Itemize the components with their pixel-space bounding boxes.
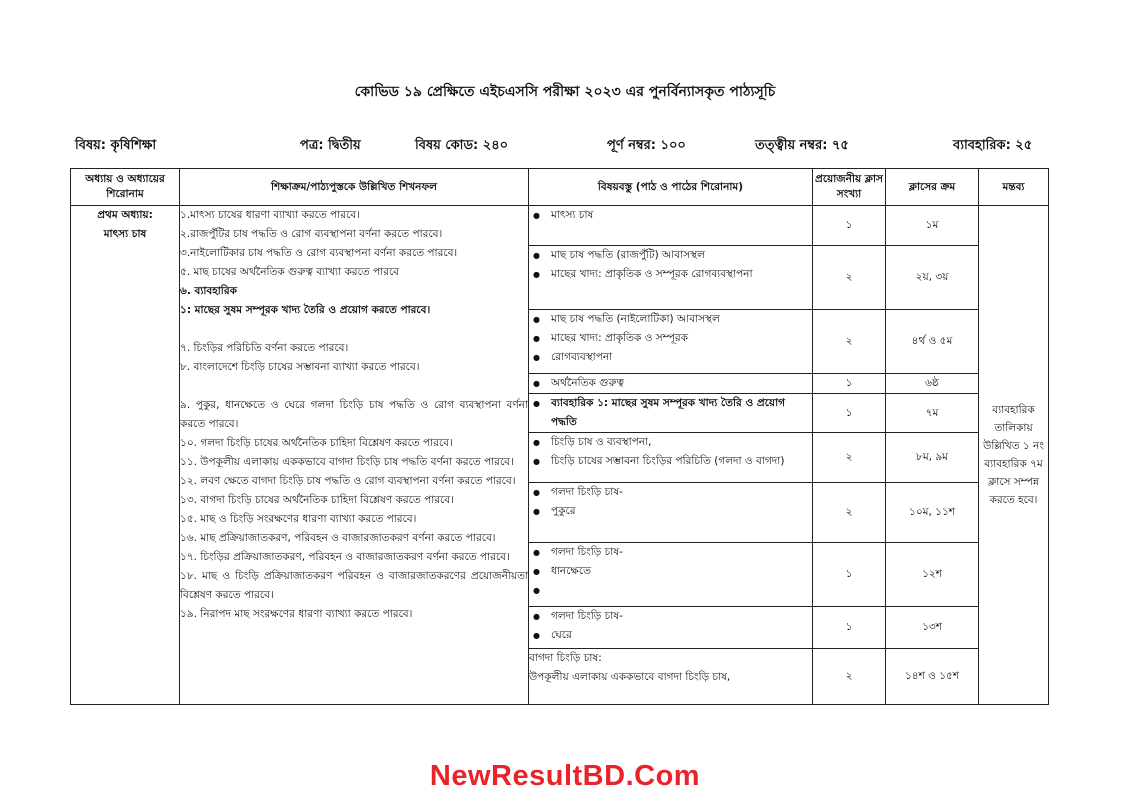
class-order-cell: ২য়, ৩য়: [886, 246, 979, 310]
learning-outcome: ১৫. মাছ ও চিংড়ি সংরক্ষণের ধারণা ব্যাখ্যা করতে পারবে।: [180, 513, 417, 525]
content-cell: [529, 543, 813, 607]
content-line: উপকূলীয় এলাকায় এককভাবে বাগদা চিংড়ি চাষ,: [529, 671, 731, 683]
content-item: ● রোগব্যবস্থাপনা: [529, 348, 812, 367]
learning-outcome: [180, 320, 528, 339]
practical-marks-label: ব্যাবহারিক: ২৫: [953, 138, 1033, 153]
header-order: ক্লাসের ক্রম: [886, 169, 979, 206]
content-item: ● চিংড়ি চাষ ও ব্যবস্থাপনা,: [529, 433, 812, 452]
learning-outcome: [180, 377, 528, 396]
chapter-title: মাৎস্য চাষ: [103, 228, 147, 240]
class-order-cell: ৪র্থ ও ৫ম: [886, 310, 979, 374]
header-outcomes: শিক্ষাক্রম/পাঠ্যপুস্তকে উল্লিখিত শিখনফল: [180, 169, 529, 206]
class-order-cell: ১৩শ: [886, 607, 979, 649]
subject-info-row: [75, 136, 1047, 154]
learning-outcome: ১৩. বাগদা চিংড়ি চাষের অর্থনৈতিক চাহিদা বিশ্লেষণ করতে পারবে।: [180, 494, 454, 506]
content-item: [529, 581, 812, 600]
learning-outcome: ৬. ব্যাবহারিক: [180, 285, 237, 297]
class-count-cell: ২: [813, 649, 886, 705]
learning-outcomes-cell: [180, 206, 529, 705]
content-cell: [529, 246, 813, 310]
header-classes: প্রয়োজনীয় ক্লাস সংখ্যা: [813, 169, 886, 206]
content-item: ● গলদা চিংড়ি চাষ-: [529, 543, 812, 562]
content-item: ● মাৎস্য চাষ: [529, 206, 812, 225]
content-cell: [529, 394, 813, 433]
learning-outcome: ১১. উপকূলীয় এলাকায় এককভাবে বাগদা চিংড়ি চাষ পদ্ধতি বর্ণনা করতে পারবে।: [180, 456, 514, 468]
learning-outcome: ৩.নাইলোটিকার চাষ পদ্ধতি ও রোগ ব্যবস্থাপনা বর্ণনা করতে পারবে।: [180, 247, 458, 259]
header-remarks: মন্তব্য: [979, 169, 1049, 206]
learning-outcome: ৯. পুকুর, ধানক্ষেতে ও ঘেরে গলদা চিংড়ি চাষ পদ্ধতি ও রোগ ব্যবস্থাপনা বর্ণনা করতে পারবে।: [180, 399, 528, 430]
class-count-cell: ১: [813, 394, 886, 433]
content-item: ● গলদা চিংড়ি চাষ-: [529, 607, 812, 626]
syllabus-table: [70, 168, 1049, 705]
content-item: ● গলদা চিংড়ি চাষ-: [529, 483, 812, 502]
content-cell: [529, 649, 813, 705]
subject-code-label: বিষয় কোড: ২৪০: [415, 138, 509, 153]
learning-outcome: ১৯. নিরাপদ মাছ সংরক্ষণের ধারণা ব্যাখ্যা করতে পারবে।: [180, 608, 413, 620]
content-line: বাগদা চিংড়ি চাষ:: [529, 652, 602, 664]
class-order-cell: ১২শ: [886, 543, 979, 607]
class-order-cell: ৬ষ্ঠ: [886, 374, 979, 394]
content-item: ● মাছের খাদ্য: প্রাকৃতিক ও সম্পূরক রোগব্যবস্থাপনা: [529, 265, 812, 284]
class-order-cell: ১ম: [886, 206, 979, 246]
class-count-cell: ১: [813, 374, 886, 394]
content-cell: [529, 310, 813, 374]
content-cell: [529, 206, 813, 246]
header-content: বিষয়বস্তু (পাঠ ও পাঠের শিরোনাম): [529, 169, 813, 206]
content-item: ● ব্যাবহারিক ১: মাছের সুষম সম্পূরক খাদ্য তৈরি ও প্রয়োগ পদ্ধতি: [529, 394, 812, 432]
header-chapter: অধ্যায় ও অধ্যায়ের শিরোনাম: [71, 169, 180, 206]
learning-outcome: ১২. লবণ ক্ষেতে বাগদা চিংড়ি চাষ পদ্ধতি ও রোগ ব্যবস্থাপনা বর্ণনা করতে পারবে।: [180, 475, 516, 487]
learning-outcome: ৮. বাংলাদেশে চিংড়ি চাষের সম্ভাবনা ব্যাখ্যা করতে পারবে।: [180, 361, 420, 373]
learning-outcome: ৫. মাছ চাষের অর্থনৈতিক গুরুত্ব ব্যাখ্যা করতে পারবে: [180, 266, 400, 278]
content-cell: [529, 433, 813, 483]
learning-outcome: ১৬. মাছ প্রক্রিয়াজাতকরণ, পরিবহন ও বাজারজাতকরণ বর্ণনা করতে পারবে।: [180, 532, 496, 544]
table-header-row: [71, 169, 1049, 206]
class-count-cell: ১: [813, 543, 886, 607]
content-item: ● মাছ চাষ পদ্ধতি (নাইলোটিকা) আবাসস্থল: [529, 310, 812, 329]
class-count-cell: ২: [813, 310, 886, 374]
paper-label: পত্র: দ্বিতীয়: [300, 138, 361, 153]
class-order-cell: ১৪শ ও ১৫শ: [886, 649, 979, 705]
class-order-cell: ১০ম, ১১শ: [886, 483, 979, 543]
page-title: কোভিড ১৯ প্রেক্ষিতে এইচএসসি পরীক্ষা ২০২৩ এর পুনর্বিন্যাসকৃত পাঠ্যসূচি: [354, 84, 776, 100]
content-item: ● মাছের খাদ্য: প্রাকৃতিক ও সম্পূরক: [529, 329, 812, 348]
content-item: ● ধানক্ষেতে: [529, 562, 812, 581]
learning-outcome: ১০. গলদা চিংড়ি চাষের অর্থনৈতিক চাহিদা বিশ্লেষণ করতে পারবে।: [180, 437, 453, 449]
learning-outcome: ১৮. মাছ ও চিংড়ি প্রক্রিয়াজাতকরণ পরিবহন ও বাজারজাতকরণের প্রয়োজনীয়তা বিশ্লেষণ করতে পারবে।: [180, 570, 528, 601]
class-count-cell: ১: [813, 607, 886, 649]
table-row: [71, 206, 1049, 246]
class-order-cell: ৮ম, ৯ম: [886, 433, 979, 483]
chapter-number: প্রথম অধ্যায়:: [97, 209, 153, 221]
content-cell: [529, 607, 813, 649]
content-item: ● মাছ চাষ পদ্ধতি (রাজপুঁটি) আবাসস্থল: [529, 246, 812, 265]
theory-marks-label: তত্ত্বীয় নম্বর: ৭৫: [755, 138, 849, 153]
class-count-cell: ১: [813, 206, 886, 246]
full-marks-label: পূর্ণ নম্বর: ১০০: [607, 138, 686, 153]
content-item: ● ঘেরে: [529, 626, 812, 645]
remarks-cell: ব্যাবহারিক তালিকায় উল্লিখিত ১ নং ব্যাবহারিক ৭ম ক্লাসে সম্পন্ন করতে হবে।: [979, 206, 1049, 705]
content-cell: [529, 374, 813, 394]
learning-outcome: ১.মাৎস্য চাষের ধারণা ব্যাখ্যা করতে পারবে।: [180, 209, 360, 221]
learning-outcome: ১: মাছের সুষম সম্পূরক খাদ্য তৈরি ও প্রয়োগ করতে পারবে।: [180, 304, 431, 316]
class-count-cell: ২: [813, 483, 886, 543]
subject-label: বিষয়: কৃষিশিক্ষা: [75, 138, 157, 153]
content-item: ● চিংড়ি চাষের সম্ভাবনা চিংড়ির পরিচিতি (গলদা ও বাগদা): [529, 452, 812, 471]
chapter-cell: [71, 206, 180, 705]
learning-outcome: ৭. চিংড়ির পরিচিতি বর্ণনা করতে পারবে।: [180, 342, 349, 354]
class-order-cell: ৭ম: [886, 394, 979, 433]
content-cell: [529, 483, 813, 543]
class-count-cell: ২: [813, 246, 886, 310]
class-count-cell: ২: [813, 433, 886, 483]
content-item: ● অর্থনৈতিক গুরুত্ব: [529, 374, 812, 393]
learning-outcome: ২.রাজপুঁটির চাষ পদ্ধতি ও রোগ ব্যবস্থাপনা বর্ণনা করতে পারবে।: [180, 228, 443, 240]
site-watermark: NewResultBD.Com: [429, 760, 701, 792]
learning-outcome: ১৭. চিংড়ির প্রক্রিয়াজাতকরণ, পরিবহন ও বাজারজাতকরণ বর্ণনা করতে পারবে।: [180, 551, 510, 563]
content-item: ● পুকুরে: [529, 502, 812, 521]
